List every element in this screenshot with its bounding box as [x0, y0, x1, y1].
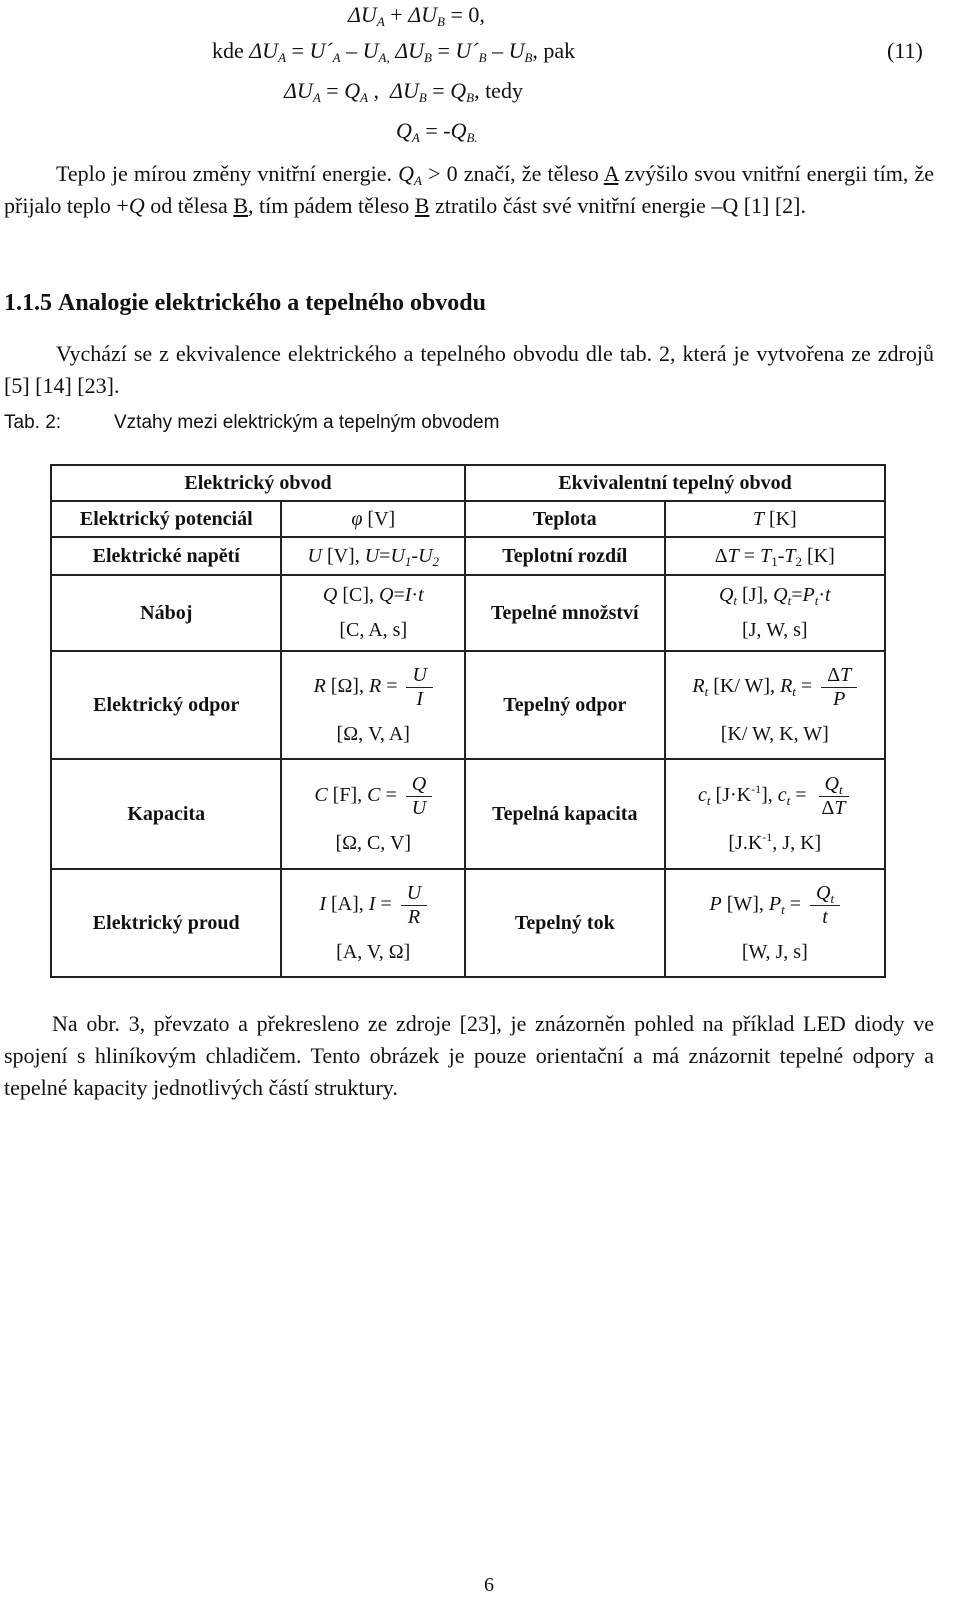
cell-e-sym: U [V], $U=U_1-U_2$ — [281, 537, 465, 575]
table-caption-label: Tab. 2: — [4, 412, 62, 433]
equation-line-1: $\Delta U_A + \Delta U_B = 0$, — [348, 2, 485, 29]
cell-e-name: Kapacita — [51, 759, 281, 869]
cell-e-sym: φ [V] — [281, 501, 465, 537]
cell-e-name: Elektrický potenciál — [51, 501, 281, 537]
equation-number: (11) — [887, 38, 923, 63]
paragraph-figure-ref: Na obr. 3, převzato a překresleno ze zdroje [23], je znázorněn pohled na příklad LED diody ve spojení s hliníkovým chladičem. Tento obrázek je pouze orientační a má znázornit tepelné odpory a tepelné kapacity jednotlivých částí struktury. — [4, 1011, 934, 1100]
cell-t-name: Tepelný odpor — [465, 651, 665, 759]
table-row — [51, 869, 885, 977]
cell-t-name: Tepelná kapacita — [465, 759, 665, 869]
header-thermal: Ekvivalentní tepelný obvod — [465, 465, 885, 501]
equation-kde: kde — [212, 38, 244, 63]
cell-t-name: Teplota — [465, 501, 665, 537]
header-electric: Elektrický obvod — [51, 465, 465, 501]
cell-e-sym: Q [C], Q=I·t [C, A, s] — [281, 575, 465, 651]
cell-t-sym: $R_t$ [K/ W], $R_t$ = $\frac{\Delta T}{P}$ [K/ W, K, W] — [665, 651, 885, 759]
equation-line-4: $Q_A = -Q_{B.}$ — [396, 118, 478, 145]
table-row — [51, 575, 885, 651]
cell-e-sym: R [Ω], R = $\frac{U}{I}$ [Ω, V, A] — [281, 651, 465, 759]
cell-e-name: Elektrický odpor — [51, 651, 281, 759]
table-row — [51, 651, 885, 759]
equation-line-3: $\Delta U_A = Q_A$ , $\Delta U_B = Q_B$, tedy — [284, 78, 523, 105]
cell-e-name: Elektrický proud — [51, 869, 281, 977]
cell-t-sym: $Q_t$ [J], $Q_t=P_t\cdot t$ [J, W, s] — [665, 575, 885, 651]
cell-t-name: Tepelný tok — [465, 869, 665, 977]
cell-t-name: Tepelné množství — [465, 575, 665, 651]
page-number: 6 — [484, 1574, 494, 1596]
cell-e-name: Náboj — [51, 575, 281, 651]
cell-t-name: Teplotní rozdíl — [465, 537, 665, 575]
table-caption-text: Vztahy mezi elektrickým a tepelným obvodem — [114, 412, 500, 433]
table-row — [51, 537, 885, 575]
cell-t-sym: T [K] — [665, 501, 885, 537]
cell-e-sym: I [A], I = $\frac{U}{R}$ [A, V, Ω] — [281, 869, 465, 977]
cell-e-sym: C [F], C = $\frac{Q}{U}$ [Ω, C, V] — [281, 759, 465, 869]
paragraph-intro: Vychází se z ekvivalence elektrického a tepelného obvodu dle tab. 2, která je vytvořena ze zdrojů [5] [14] [23]. — [4, 341, 934, 398]
cell-t-sym: $\Delta T = T_1-T_2$ [K] — [665, 537, 885, 575]
equation-line-2: kde $\Delta U_A$ = $U´_A - U_{A,}$ $\Delta U_B$ = $U´_B - U_B$, pak — [212, 38, 576, 65]
relations-table — [50, 464, 886, 978]
cell-t-sym: P [W], $P_t$ = $\frac{Q_t}{t}$ [W, J, s] — [665, 869, 885, 977]
paragraph-heat: Teplo je mírou změny vnitřní energie. $Q_A > 0$ značí, že těleso A zvýšilo svou vnitřní energii tím, že přijalo teplo +Q od tělesa B, tím pádem těleso B ztratilo část své vnitřní energie –Q [1] [2]. — [4, 161, 934, 218]
section-heading: 1.1.5 Analogie elektrického a tepelného obvodu — [4, 290, 487, 316]
table-row — [51, 759, 885, 869]
table-caption — [4, 412, 500, 434]
table-row — [51, 501, 885, 537]
cell-t-sym: $c_t$ $[J\cdot K^{-1}]$, $c_t$ = $\frac{Q_t}{\Delta T}$ [$J.K^{-1}$, J, K] — [665, 759, 885, 869]
cell-e-name: Elektrické napětí — [51, 537, 281, 575]
